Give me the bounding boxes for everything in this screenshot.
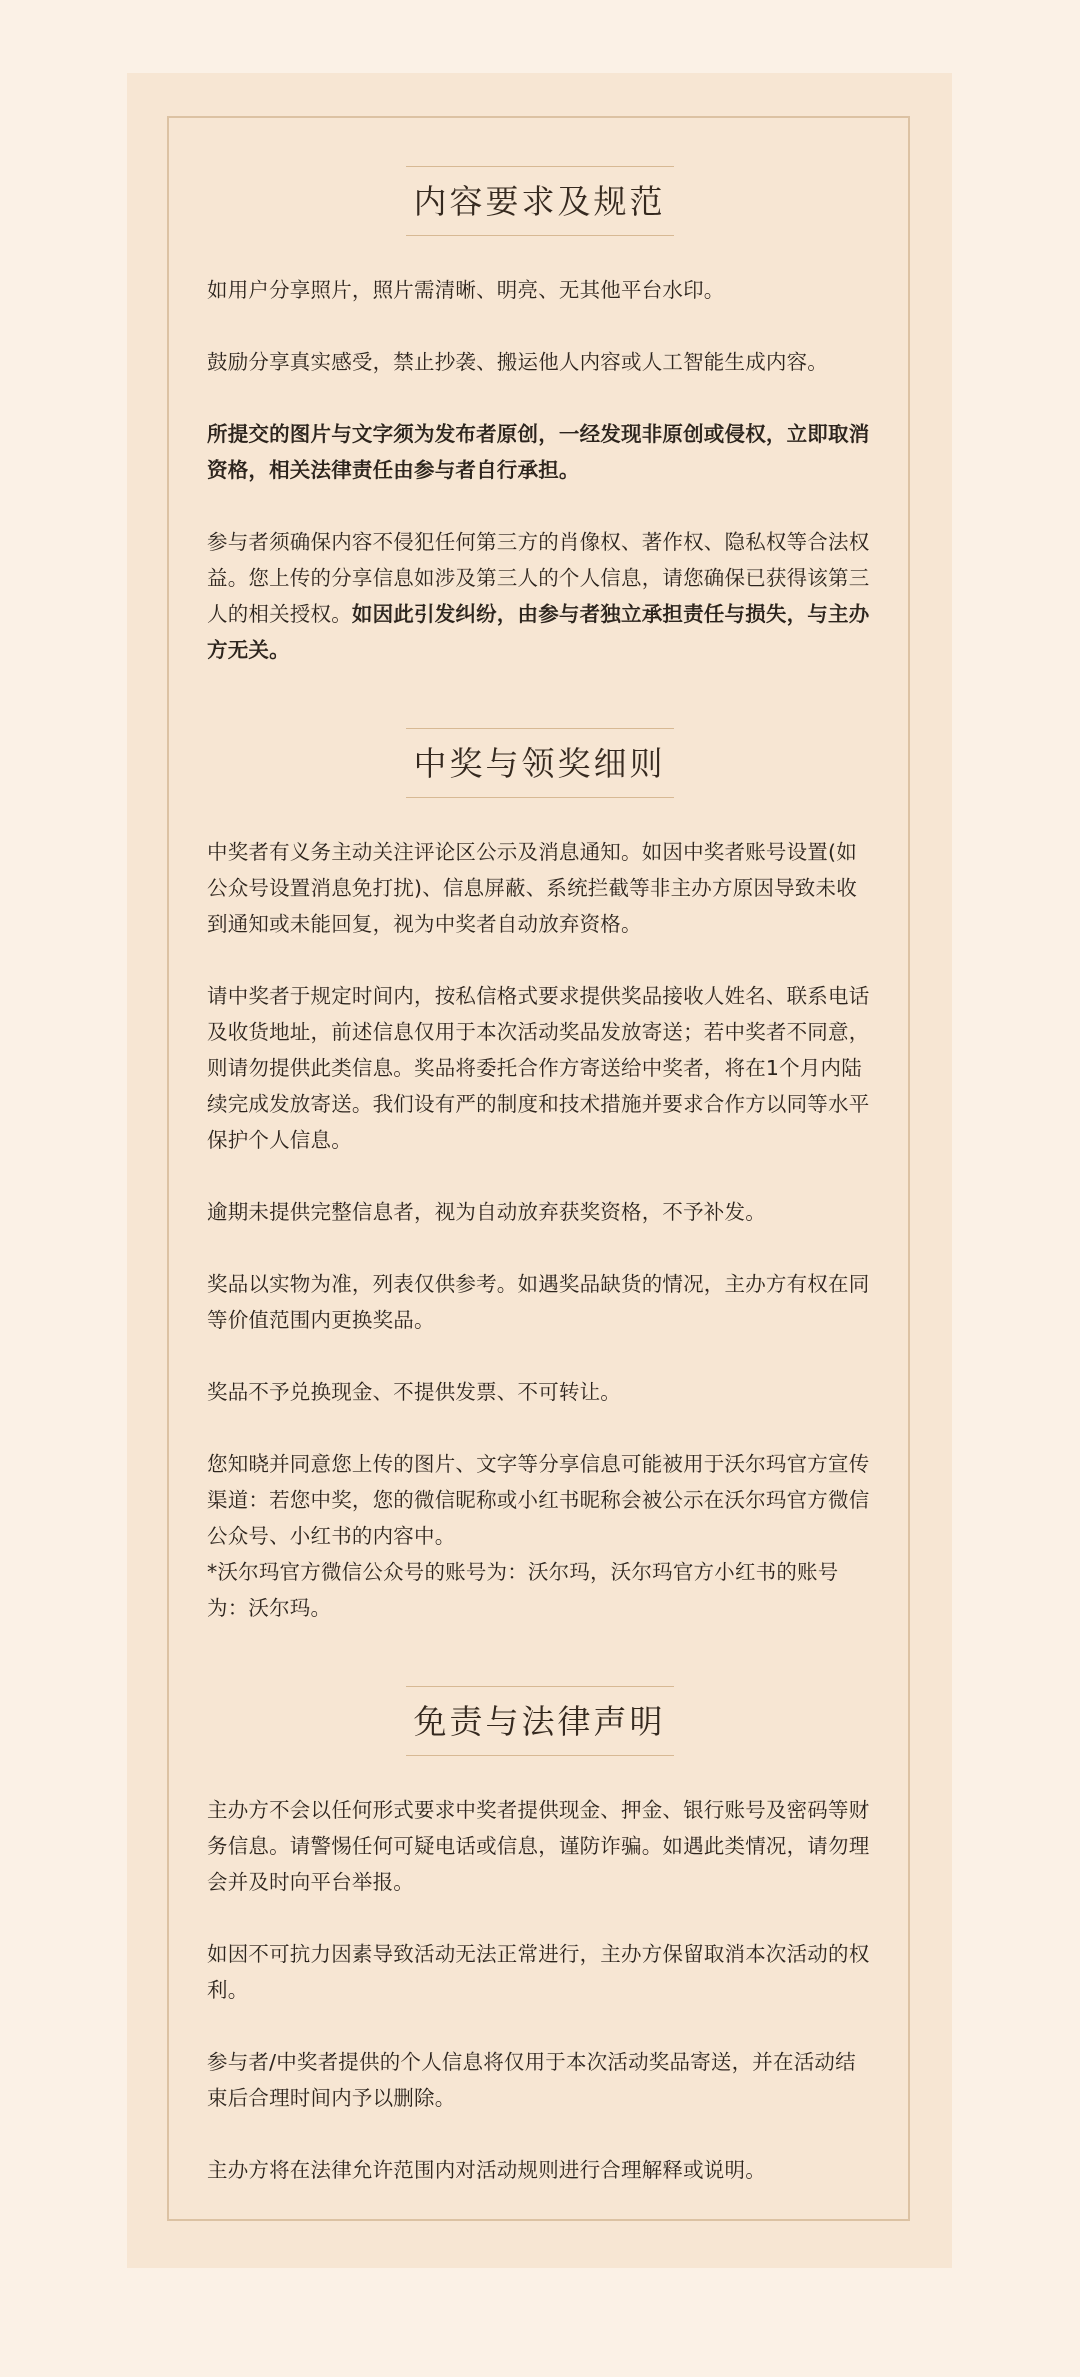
section-title-content-requirements: 内容要求及规范: [406, 166, 674, 236]
paragraph-text: 参与者须确保内容不侵犯任何第三方的肖像权、著作权、隐私权等合法权益。您上传的分享信息如涉及第三人的个人信息，请您确保已获得该第三人的相关授权。: [207, 529, 870, 626]
section-title-prize-rules: 中奖与领奖细则: [406, 728, 674, 798]
paragraph: 请中奖者于规定时间内，按私信格式要求提供奖品接收人姓名、联系电话及收货地址，前述信息仅用于本次活动奖品发放寄送；若中奖者不同意，则请勿提供此类信息。奖品将委托合作方寄送给中奖者，将在1个月内陆续完成发放寄送。我们设有严的制度和技术措施并要求合作方以同等水平保护个人信息。: [207, 983, 870, 1152]
paragraph: 如用户分享照片，照片需清晰、明亮、无其他平台水印。: [207, 277, 725, 302]
section-heading: [207, 166, 872, 236]
section-title-disclaimer: 免责与法律声明: [406, 1686, 674, 1756]
paragraph: 逾期未提供完整信息者，视为自动放弃获奖资格，不予补发。: [207, 1199, 766, 1224]
rules-panel: [127, 73, 952, 2268]
paragraph: 主办方将在法律允许范围内对活动规则进行合理解释或说明。: [207, 2157, 766, 2182]
paragraph: 参与者/中奖者提供的个人信息将仅用于本次活动奖品寄送，并在活动结束后合理时间内予以删除。: [207, 2049, 856, 2110]
paragraph-bold: 所提交的图片与文字须为发布者原创，一经发现非原创或侵权，立即取消资格，相关法律责任由参与者自行承担。: [207, 421, 870, 482]
section-heading: [207, 1686, 872, 1756]
rules-content: [207, 118, 872, 2188]
paragraph: 如因不可抗力因素导致活动无法正常进行，主办方保留取消本次活动的权利。: [207, 1941, 870, 2002]
paragraph-note: *沃尔玛官方微信公众号的账号为：沃尔玛，沃尔玛官方小红书的账号为：沃尔玛。: [207, 1559, 839, 1620]
paragraph: 主办方不会以任何形式要求中奖者提供现金、押金、银行账号及密码等财务信息。请警惕任何可疑电话或信息，谨防诈骗。如遇此类情况，请勿理会并及时向平台举报。: [207, 1797, 870, 1894]
paragraph: [207, 524, 872, 668]
section-heading: [207, 728, 872, 798]
paragraph: 鼓励分享真实感受，禁止抄袭、搬运他人内容或人工智能生成内容。: [207, 349, 828, 374]
paragraph: 奖品以实物为准，列表仅供参考。如遇奖品缺货的情况，主办方有权在同等价值范围内更换奖品。: [207, 1271, 870, 1332]
rules-frame: [167, 116, 910, 2221]
paragraph: 中奖者有义务主动关注评论区公示及消息通知。如因中奖者账号设置(如公众号设置消息免打扰)、信息屏蔽、系统拦截等非主办方原因导致未收到通知或未能回复，视为中奖者自动放弃资格。: [207, 839, 857, 936]
paragraph: 您知晓并同意您上传的图片、文字等分享信息可能被用于沃尔玛官方宣传渠道：若您中奖，您的微信昵称或小红书昵称会被公示在沃尔玛官方微信公众号、小红书的内容中。: [207, 1451, 870, 1548]
paragraph: 奖品不予兑换现金、不提供发票、不可转让。: [207, 1379, 621, 1404]
paragraph-bold-text: 如因此引发纠纷，由参与者独立承担责任与损失，与主办方无关。: [207, 601, 870, 662]
